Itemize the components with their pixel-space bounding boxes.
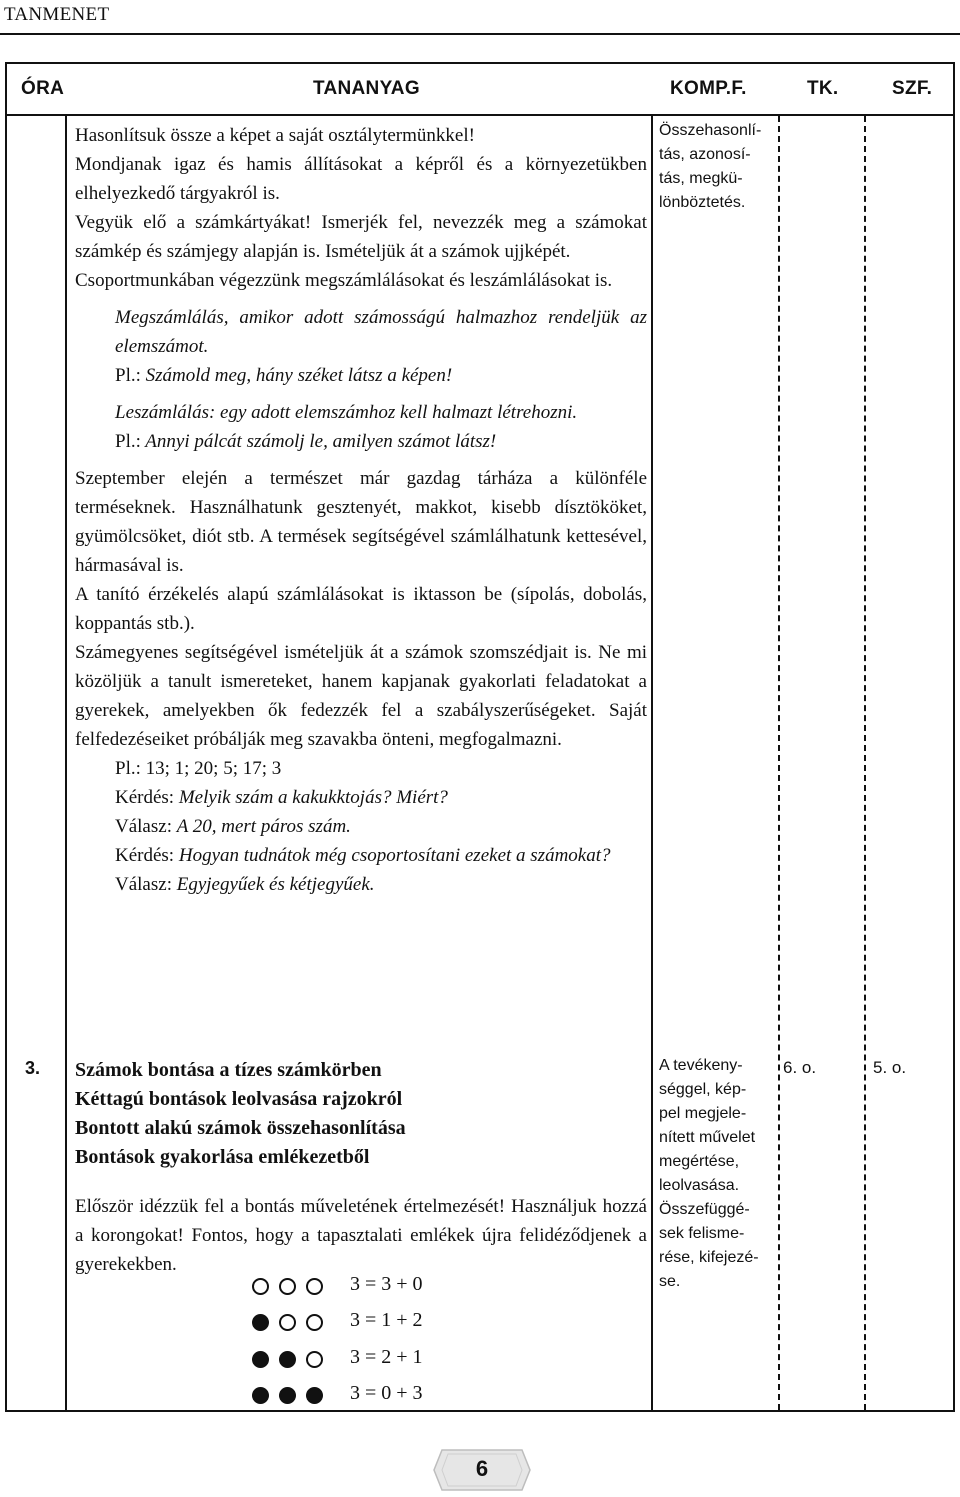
example-prefix: Pl.: — [115, 431, 141, 452]
col-divider-komp — [778, 116, 780, 1410]
col-divider-tananyag — [651, 114, 653, 1410]
competence-line: leolvasása. — [659, 1177, 740, 1194]
row1-paragraph: Csoportmunkában végezzünk megszámlálásokat és leszámlálásokat is. — [75, 270, 613, 291]
question-label: Kérdés: — [115, 787, 179, 808]
disc-icon — [306, 1314, 323, 1331]
disc-icon — [279, 1314, 296, 1331]
decomposition-equation: 3 = 3 + 0 — [350, 1273, 423, 1295]
competence-line: A tevékeny- — [659, 1057, 743, 1074]
disc-icon — [279, 1278, 296, 1295]
competence-line: pel megjele- — [659, 1105, 747, 1122]
lesson-heading: Számok bontása a tízes számkörben — [75, 1059, 382, 1081]
definition-megszamlalas: Megszámlálás, amikor adott számosságú halmazhoz rendeljük az elemszámot. — [115, 307, 647, 357]
row1-paragraph: Hasonlítsuk össze a képet a saját osztálytermünkkel! — [75, 125, 475, 146]
question-label: Kérdés: — [115, 845, 179, 866]
answer-label: Válasz: — [115, 816, 177, 837]
answer-text: A 20, mert páros szám. — [176, 816, 351, 837]
competence-line: séggel, kép- — [659, 1081, 747, 1098]
col-header-ora: ÓRA — [21, 78, 65, 99]
disc-icon — [306, 1278, 323, 1295]
header-rule — [0, 33, 960, 35]
row1-content — [75, 121, 647, 899]
disc-icon — [252, 1314, 269, 1331]
lesson-heading: Bontott alakú számok összehasonlítása — [75, 1117, 406, 1139]
table-header — [7, 64, 953, 116]
disc-icon — [279, 1351, 296, 1368]
answer-text: Egyjegyűek és kétjegyűek. — [176, 874, 375, 895]
row2-paragraph: Először idézzük fel a bontás műveletének értelmezését! Használjuk hozzá a korongokat! Fontos, hogy a tapasztalati emlékek újra felidéződjenek a gyerekekben. — [75, 1196, 647, 1275]
competence-line: lönböztetés. — [659, 194, 746, 211]
decomposition-equation: 3 = 2 + 1 — [350, 1346, 423, 1368]
workbook-page: 5. o. — [873, 1058, 907, 1077]
example-2 — [75, 427, 647, 456]
row2-competence — [659, 1054, 777, 1294]
competence-line: sek felisme- — [659, 1225, 745, 1242]
row1-paragraph: Vegyük elő a számkártyákat! Ismerjék fel, nevezzék meg a számokat számkép és számjegy alapján is. Ismételjük át a számok ujjképét. — [75, 212, 647, 262]
page-number-badge — [432, 1448, 532, 1492]
row1-paragraph: A tanító érzékelés alapú számlálásokat is iktasson be (sípolás, dobolás, koppantás stb.). — [75, 584, 647, 634]
col-header-tk: TK. — [807, 78, 839, 99]
row1-paragraph: Számegyenes segítségével ismételjük át a számok szomszédjait is. Ne mi közöljük a tanult ismereteket, hanem kapjanak gyakorlati feladatokat a gyerekek, amelyekben ők fedezzék fel a szabályszerűségeket. Saját felfedezéseiket próbálják meg szavakba önteni, megfogalmazni. — [75, 642, 647, 750]
row1-competence — [659, 119, 777, 215]
number-example: Pl.: 13; 1; 20; 5; 17; 3 — [115, 758, 282, 779]
row1-paragraph: Szeptember elején a természet már gazdag tárháza a különféle terméseknek. Használhatunk gesztenyét, makkot, kisebb dísztököket, gyümölcsöket, diót stb. A termések segítségével számlálhatunk kettesével, hármasával is. — [75, 468, 647, 576]
decomposition-equation: 3 = 1 + 2 — [350, 1309, 423, 1331]
example-prefix: Pl.: — [115, 365, 141, 386]
competence-line: tás, azonosí- — [659, 146, 751, 163]
page-header-title: TANMENET — [4, 4, 110, 25]
row2-content — [75, 1056, 647, 1279]
answer-2 — [75, 870, 647, 899]
example-text: Annyi pálcát számolj le, amilyen számot látsz! — [140, 431, 497, 452]
competence-line: tás, megkü- — [659, 170, 743, 187]
answer-1 — [75, 812, 647, 841]
lesson-heading: Bontások gyakorlása emlékezetből — [75, 1146, 370, 1168]
col-header-tananyag: TANANYAG — [313, 78, 420, 99]
disc-icon — [252, 1351, 269, 1368]
competence-line: nített művelet — [659, 1129, 756, 1146]
example-1 — [75, 361, 647, 390]
answer-label: Válasz: — [115, 874, 177, 895]
question-text: Melyik szám a kakukktojás? Miért? — [178, 787, 448, 808]
definition-leszamlalas: Leszámlálás: egy adott elemszámhoz kell halmazt létrehozni. — [115, 402, 578, 423]
disc-icon — [306, 1351, 323, 1368]
page-number: 6 — [475, 1456, 489, 1481]
col-divider-ora — [65, 114, 67, 1410]
lesson-heading: Kéttagú bontások leolvasása rajzokról — [75, 1088, 403, 1110]
lesson-number: 3. — [25, 1058, 41, 1078]
disc-icon — [252, 1278, 269, 1295]
competence-line: megértése, — [659, 1153, 740, 1170]
col-header-komp: KOMP.F. — [670, 78, 747, 99]
disc-icon — [306, 1387, 323, 1404]
question-2 — [75, 841, 647, 870]
col-header-szf: SZF. — [892, 78, 933, 99]
example-text: Számold meg, hány széket látsz a képen! — [140, 365, 453, 386]
page-header — [4, 4, 109, 26]
textbook-page: 6. o. — [783, 1058, 817, 1077]
question-1 — [75, 783, 647, 812]
competence-line: Összehasonlí- — [659, 122, 762, 139]
question-text: Hogyan tudnátok még csoportosítani ezeket a számokat? — [178, 845, 611, 866]
competence-line: Összefüggé- — [659, 1201, 750, 1218]
disc-icon — [252, 1387, 269, 1404]
competence-line: se. — [659, 1273, 681, 1290]
competence-line: rése, kifejezé- — [659, 1249, 759, 1266]
col-divider-tk — [864, 116, 866, 1410]
disc-icon — [279, 1387, 296, 1404]
decomposition-equation: 3 = 0 + 3 — [350, 1382, 423, 1404]
row1-paragraph: Mondjanak igaz és hamis állításokat a képről és a környezetükben elhelyezkedő tárgyakról is. — [75, 154, 647, 204]
